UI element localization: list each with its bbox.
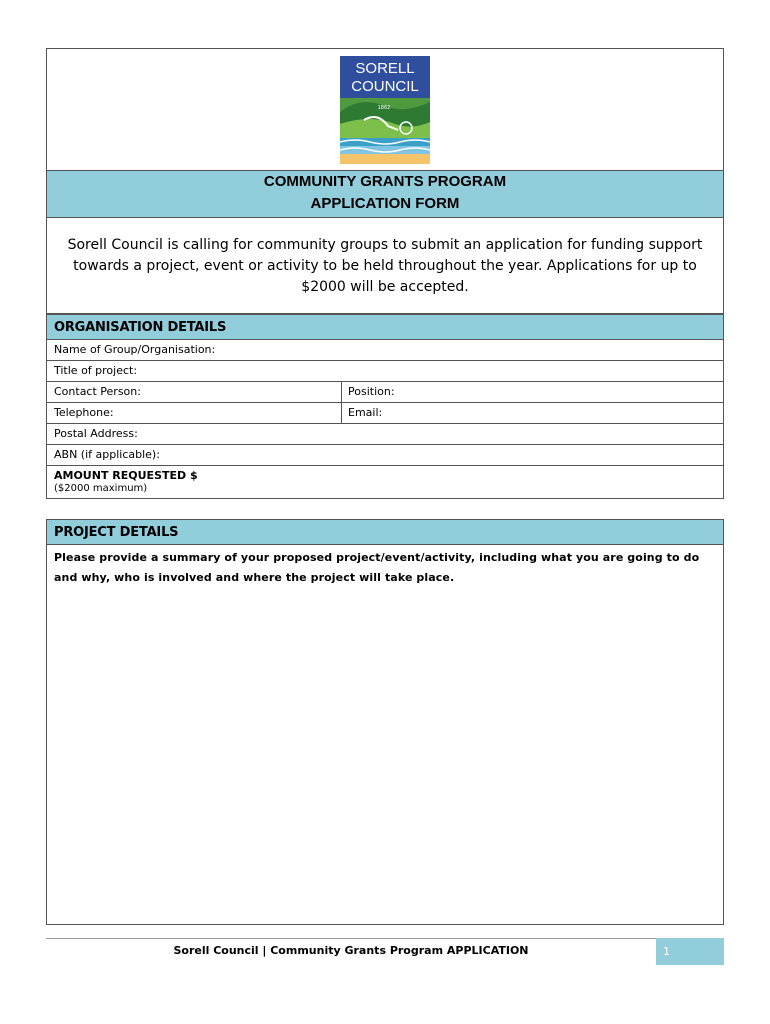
logo-line2: COUNCIL: [351, 78, 419, 95]
project-heading: PROJECT DETAILS: [47, 520, 723, 545]
project-title-row[interactable]: [47, 361, 723, 382]
project-section: [46, 519, 724, 925]
telephone-row: [47, 403, 723, 424]
form-title-band: [47, 170, 723, 218]
postal-row[interactable]: [47, 424, 723, 445]
name-row[interactable]: [47, 340, 723, 361]
amount-note: ($2000 maximum): [54, 483, 148, 494]
organisation-section: [46, 314, 724, 499]
abn-label: ABN (if applicable):: [54, 448, 160, 461]
logo-line1: SORELL: [355, 60, 415, 77]
contact-row: [47, 382, 723, 403]
postal-label: Postal Address:: [54, 427, 138, 440]
form-title-line2: APPLICATION FORM: [310, 195, 460, 212]
sorell-council-logo: [340, 56, 430, 164]
page-number: 1: [656, 938, 724, 965]
organisation-heading: ORGANISATION DETAILS: [47, 315, 723, 340]
telephone-label[interactable]: Telephone:: [54, 406, 114, 419]
contact-label[interactable]: Contact Person:: [54, 385, 141, 398]
intro-paragraph: Sorell Council is calling for community groups to submit an application for funding support towards a project, event or activity to be held throughout the year. Applications for up to $2000 will be accepted.: [67, 237, 703, 295]
form-title-line1: COMMUNITY GRANTS PROGRAM: [263, 173, 507, 190]
amount-row[interactable]: [47, 466, 723, 498]
footer-text: Sorell Council | Community Grants Program APPLICATION: [173, 944, 529, 957]
header-section: [46, 48, 724, 314]
footer-divider: [46, 938, 656, 939]
amount-label: AMOUNT REQUESTED $: [54, 469, 198, 482]
logo-year: 1862: [377, 105, 391, 111]
name-label: Name of Group/Organisation:: [54, 343, 216, 356]
abn-row[interactable]: [47, 445, 723, 466]
project-title-label: Title of project:: [54, 364, 138, 377]
position-label[interactable]: Position:: [348, 385, 395, 398]
project-instructions[interactable]: Please provide a summary of your proposed project/event/activity, including what you are going to do and why, who is involved and where the project will take place.: [54, 551, 700, 584]
email-label[interactable]: Email:: [348, 406, 383, 419]
